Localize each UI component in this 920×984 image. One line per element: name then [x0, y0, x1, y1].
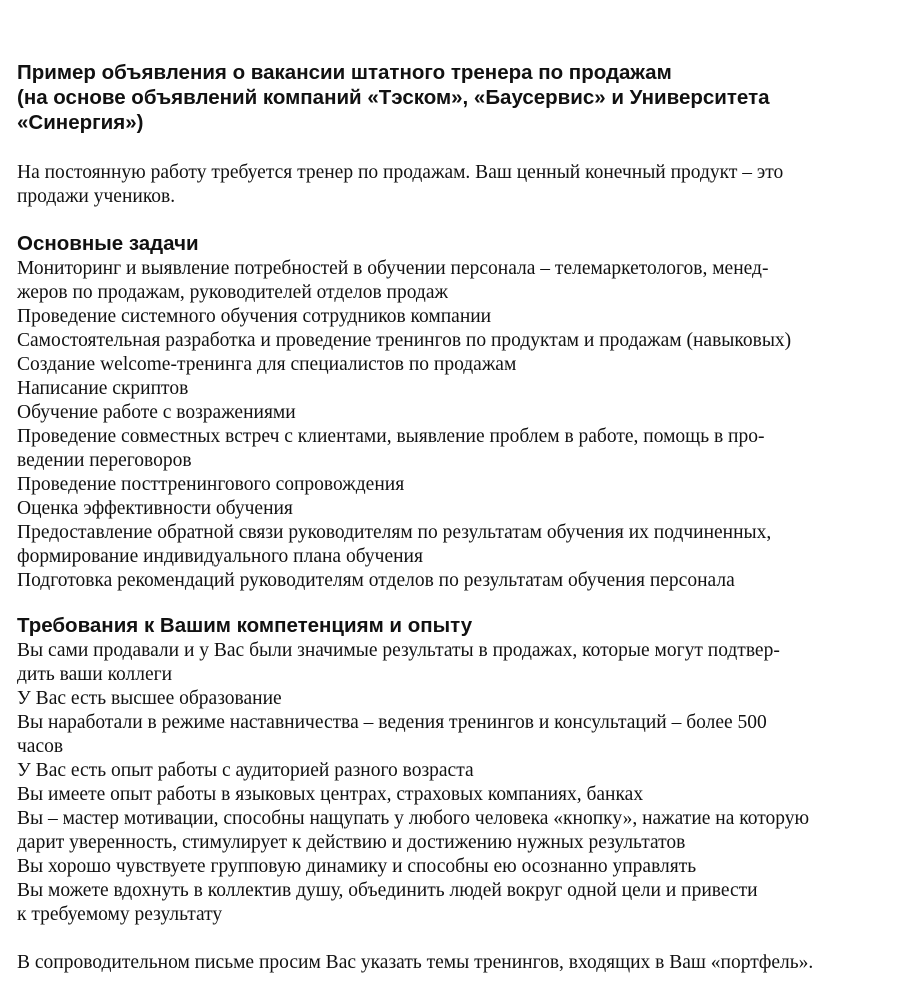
list-item: жеров по продажам, руководителей отделов продаж [17, 282, 448, 303]
tasks-heading: Основные задачи [17, 232, 199, 255]
list-item: часов [17, 736, 64, 757]
list-item: дить ваши коллеги [17, 664, 173, 685]
requirements-heading: Требования к Вашим компетенциям и опыту [17, 614, 473, 637]
list-item: Вы – мастер мотивации, способны нащупать у любого человека «кнопку», нажатие на которую [17, 808, 810, 829]
list-item: Самостоятельная разработка и проведение тренингов по продуктам и продажам (навыковых) [17, 330, 792, 351]
intro-line: продажи учеников. [17, 186, 176, 207]
vacancy-document [17, 60, 912, 975]
list-item: Оценка эффективности обучения [17, 498, 293, 519]
list-item: Вы сами продавали и у Вас были значимые результаты в продажах, которые могут подтвер- [17, 640, 780, 661]
list-item: Вы хорошо чувствуете групповую динамику и способны ею осознанно управлять [17, 856, 697, 877]
list-item: Мониторинг и выявление потребностей в обучении персонала – телемаркетологов, менед- [17, 258, 769, 279]
spacer [17, 209, 912, 231]
list-item: У Вас есть опыт работы с аудиторией разного возраста [17, 760, 474, 781]
list-item: дарит уверенность, стимулирует к действию и достижению нужных результатов [17, 832, 686, 853]
spacer [17, 927, 912, 951]
list-item: Обучение работе с возражениями [17, 402, 296, 423]
list-item: Вы можете вдохнуть в коллектив душу, объединить людей вокруг одной цели и привести [17, 880, 758, 901]
list-item: ведении переговоров [17, 450, 192, 471]
title-line: (на основе объявлений компаний «Тэском», «Баусервис» и Университета [17, 86, 770, 109]
list-item: Проведение совместных встреч с клиентами, выявление проблем в работе, помощь в про- [17, 426, 765, 447]
list-item: У Вас есть высшее образование [17, 688, 282, 709]
title-line: Пример объявления о вакансии штатного тренера по продажам [17, 61, 672, 84]
list-item: к требуемому результату [17, 904, 223, 925]
list-item: Проведение системного обучения сотрудников компании [17, 306, 492, 327]
closing-paragraph: В сопроводительном письме просим Вас указать темы тренингов, входящих в Ваш «портфель». [17, 952, 814, 973]
document-title [17, 60, 912, 135]
intro-line: На постоянную работу требуется тренер по продажам. Ваш ценный конечный продукт – это [17, 162, 784, 183]
requirements-list [17, 639, 912, 927]
list-item: формирование индивидуального плана обучения [17, 546, 423, 567]
list-item: Вы имеете опыт работы в языковых центрах, страховых компаниях, банках [17, 784, 644, 805]
list-item: Проведение посттренингового сопровождения [17, 474, 405, 495]
list-item: Подготовка рекомендаций руководителям отделов по результатам обучения персонала [17, 570, 735, 591]
spacer [17, 593, 912, 613]
list-item: Написание скриптов [17, 378, 189, 399]
tasks-list [17, 257, 912, 593]
title-line: «Синергия») [17, 111, 144, 134]
list-item: Создание welcome-тренинга для специалистов по продажам [17, 354, 517, 375]
list-item: Вы наработали в режиме наставничества – ведения тренингов и консультаций – более 500 [17, 712, 767, 733]
list-item: Предоставление обратной связи руководителям по результатам обучения их подчиненных, [17, 522, 772, 543]
intro-paragraph [17, 161, 912, 209]
spacer [17, 135, 912, 161]
